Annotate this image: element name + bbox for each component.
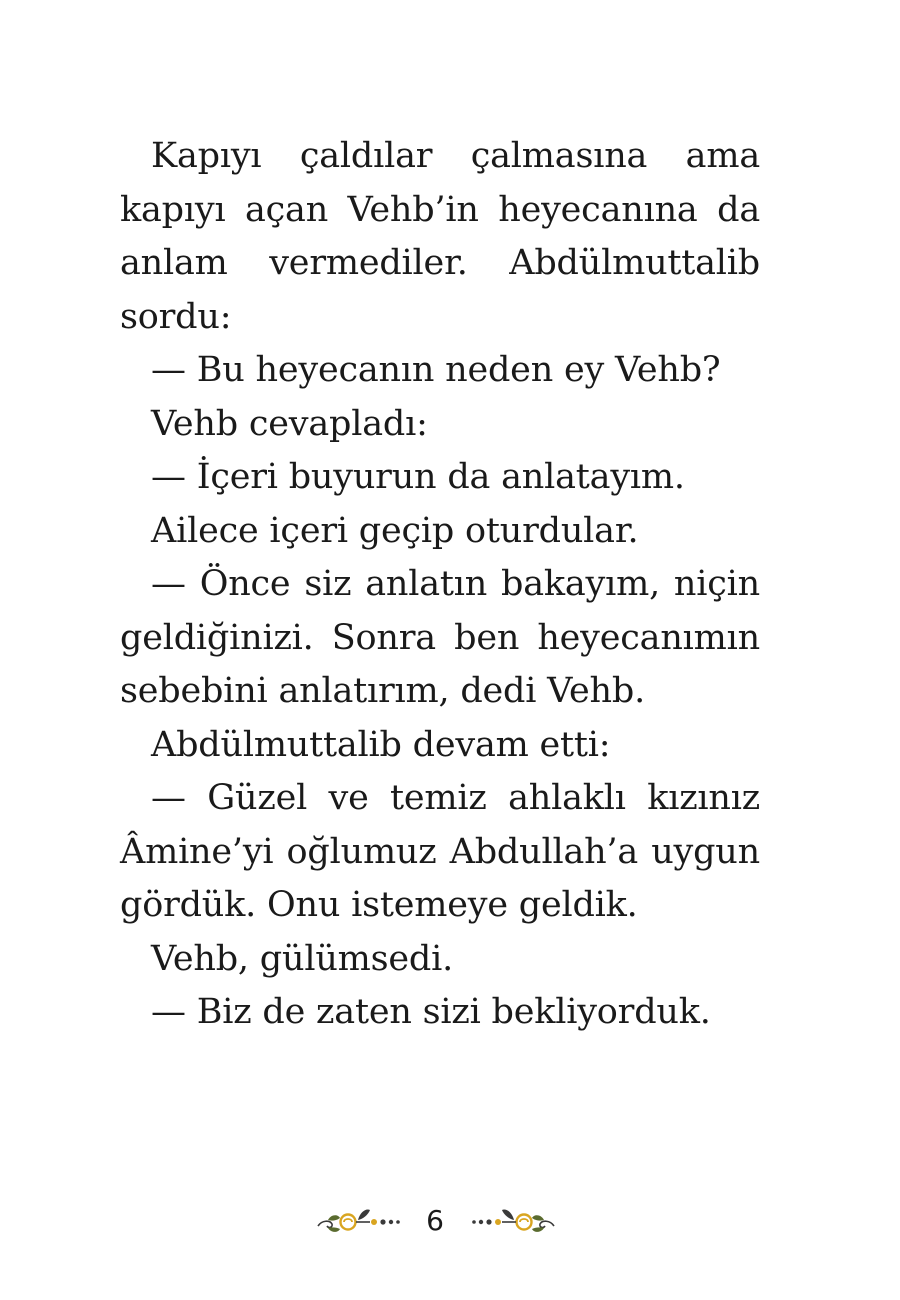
- page-number: 6: [426, 1204, 444, 1237]
- paragraph: — Biz de zaten sizi bekliyorduk.: [151, 992, 711, 1032]
- paragraph: Vehb, gülümsedi.: [151, 938, 454, 979]
- floral-scroll-ornament-icon: [314, 1198, 410, 1238]
- paragraph: — İçeri buyurun da anlatayım.: [151, 457, 685, 497]
- paragraph: — Bu heyecanın neden ey Vehb?: [151, 350, 721, 390]
- paragraph: Abdülmuttalib devam etti:: [151, 724, 611, 765]
- paragraph: Kapıyı çaldılar çalmasına ama kapıyı açan Vehb’in heyecanına da anlam vermediler. Abdülmuttalib sordu:: [120, 136, 760, 337]
- paragraph: — Güzel ve temiz ahlaklı kızınız Âmine’yi oğlumuz Abdullah’a uygun gördük. Onu istemeye geldik.: [120, 778, 760, 925]
- page-body-text: [120, 130, 760, 1040]
- paragraph: Ailece içeri geçip oturdular.: [151, 510, 639, 551]
- page-footer: [0, 1198, 900, 1246]
- floral-scroll-ornament-icon: [462, 1198, 558, 1238]
- paragraph: — Önce siz anlatın bakayım, niçin geldiğinizi. Sonra ben heyecanımın sebebini anlatırım, dedi Vehb.: [120, 564, 760, 711]
- paragraph: Vehb cevapladı:: [151, 403, 428, 444]
